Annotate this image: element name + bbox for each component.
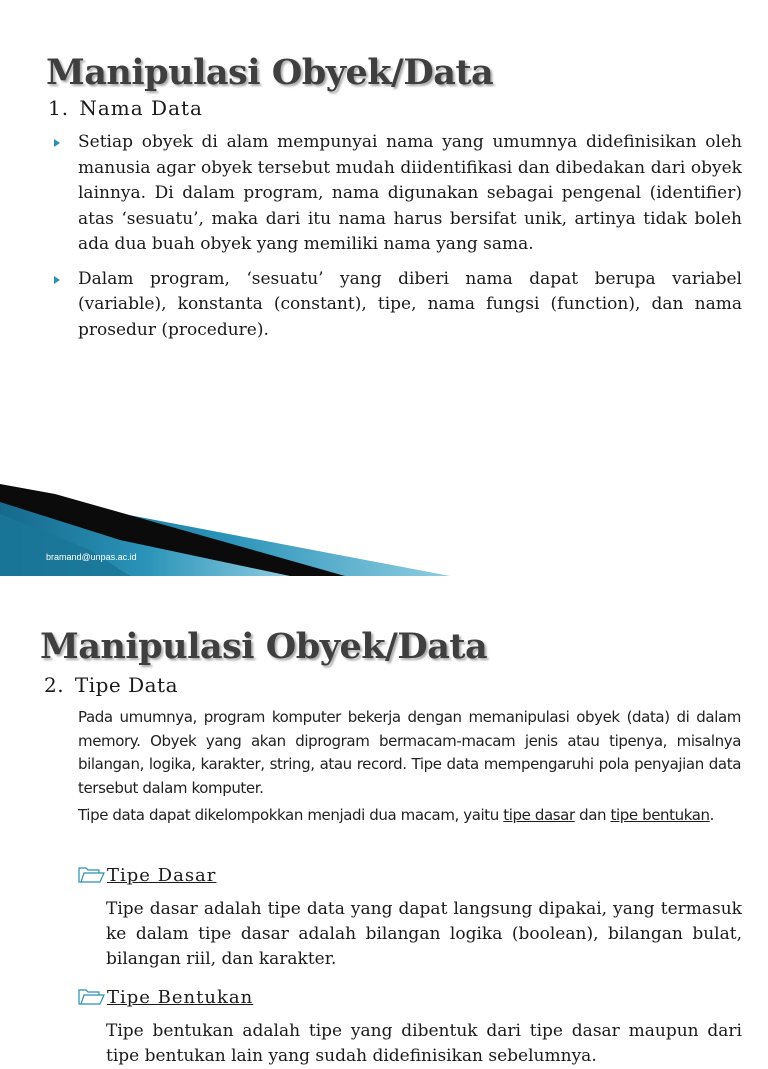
section-heading [48, 96, 203, 120]
subhead-label: Tipe Dasar [107, 865, 217, 886]
bullet-item [48, 130, 742, 258]
slide-title: Manipulasi Obyek/Data [40, 626, 488, 667]
types-paragraph-mid: dan [574, 806, 611, 824]
slide-title: Manipulasi Obyek/Data [46, 52, 494, 93]
tipe-dasar-description: Tipe dasar adalah tipe data yang dapat langsung dipakai, yang termasuk ke dalam tipe dasar adalah bilangan logika (boolean), bilangan bulat, bilangan riil, dan karakter. [106, 899, 742, 969]
types-paragraph [78, 804, 741, 828]
section-heading-text: Tipe Data [74, 673, 179, 697]
open-folder-icon [78, 867, 105, 883]
section-heading [44, 673, 178, 697]
bullet-list [48, 130, 742, 352]
bullet-text: Setiap obyek di alam mempunyai nama yang umumnya didefinisikan oleh manusia agar obyek tersebut mudah diidentifikasi dan dibedakan dari obyek lainnya. Di dalam program, nama digunakan sebagai pengenal (identifier) atas ‘sesuatu’, maka dari itu nama harus bersifat unik, artinya tidak boleh ada dua buah obyek yang memiliki nama yang sama. [78, 132, 742, 254]
bullet-item [48, 267, 742, 344]
tipe-bentukan-description: Tipe bentukan adalah tipe yang dibentuk dari tipe dasar maupun dari tipe bentukan lain yang sudah didefinisikan sebelumnya. [106, 1021, 742, 1066]
triangle-right-icon [54, 139, 60, 147]
subhead-tipe-bentukan [78, 987, 253, 1008]
section-heading-text: Nama Data [79, 96, 203, 120]
subhead-label: Tipe Bentukan [107, 987, 254, 1008]
bullet-text: Dalam program, ‘sesuatu’ yang diberi nama dapat berupa variabel (variable), konstanta (constant), tipe, nama fungsi (function), dan nama prosedur (procedure). [78, 268, 742, 340]
open-folder-icon [78, 989, 105, 1005]
slide-2 [0, 576, 768, 1066]
section-number: 2. [44, 673, 65, 697]
triangle-right-icon [54, 276, 60, 284]
tipe-bentukan-reference: tipe bentukan [610, 806, 710, 824]
tipe-dasar-reference: tipe dasar [503, 806, 575, 824]
footer-email: bramand@unpas.ac.id [46, 552, 137, 562]
section-number: 1. [48, 96, 70, 120]
types-paragraph-end: . [709, 806, 715, 824]
intro-paragraph: Pada umumnya, program komputer bekerja dengan memanipulasi obyek (data) di dalam memory. Obyek yang akan diprogram bermacam-macam jenis atau tipenya, misalnya bilangan, logika, karakter, string, atau record. Tipe data mempengaruhi pola penyajian data tersebut dalam komputer. [78, 708, 741, 797]
types-paragraph-start: Tipe data dapat dikelompokkan menjadi dua macam, yaitu [78, 806, 504, 824]
subhead-tipe-dasar [78, 865, 216, 886]
